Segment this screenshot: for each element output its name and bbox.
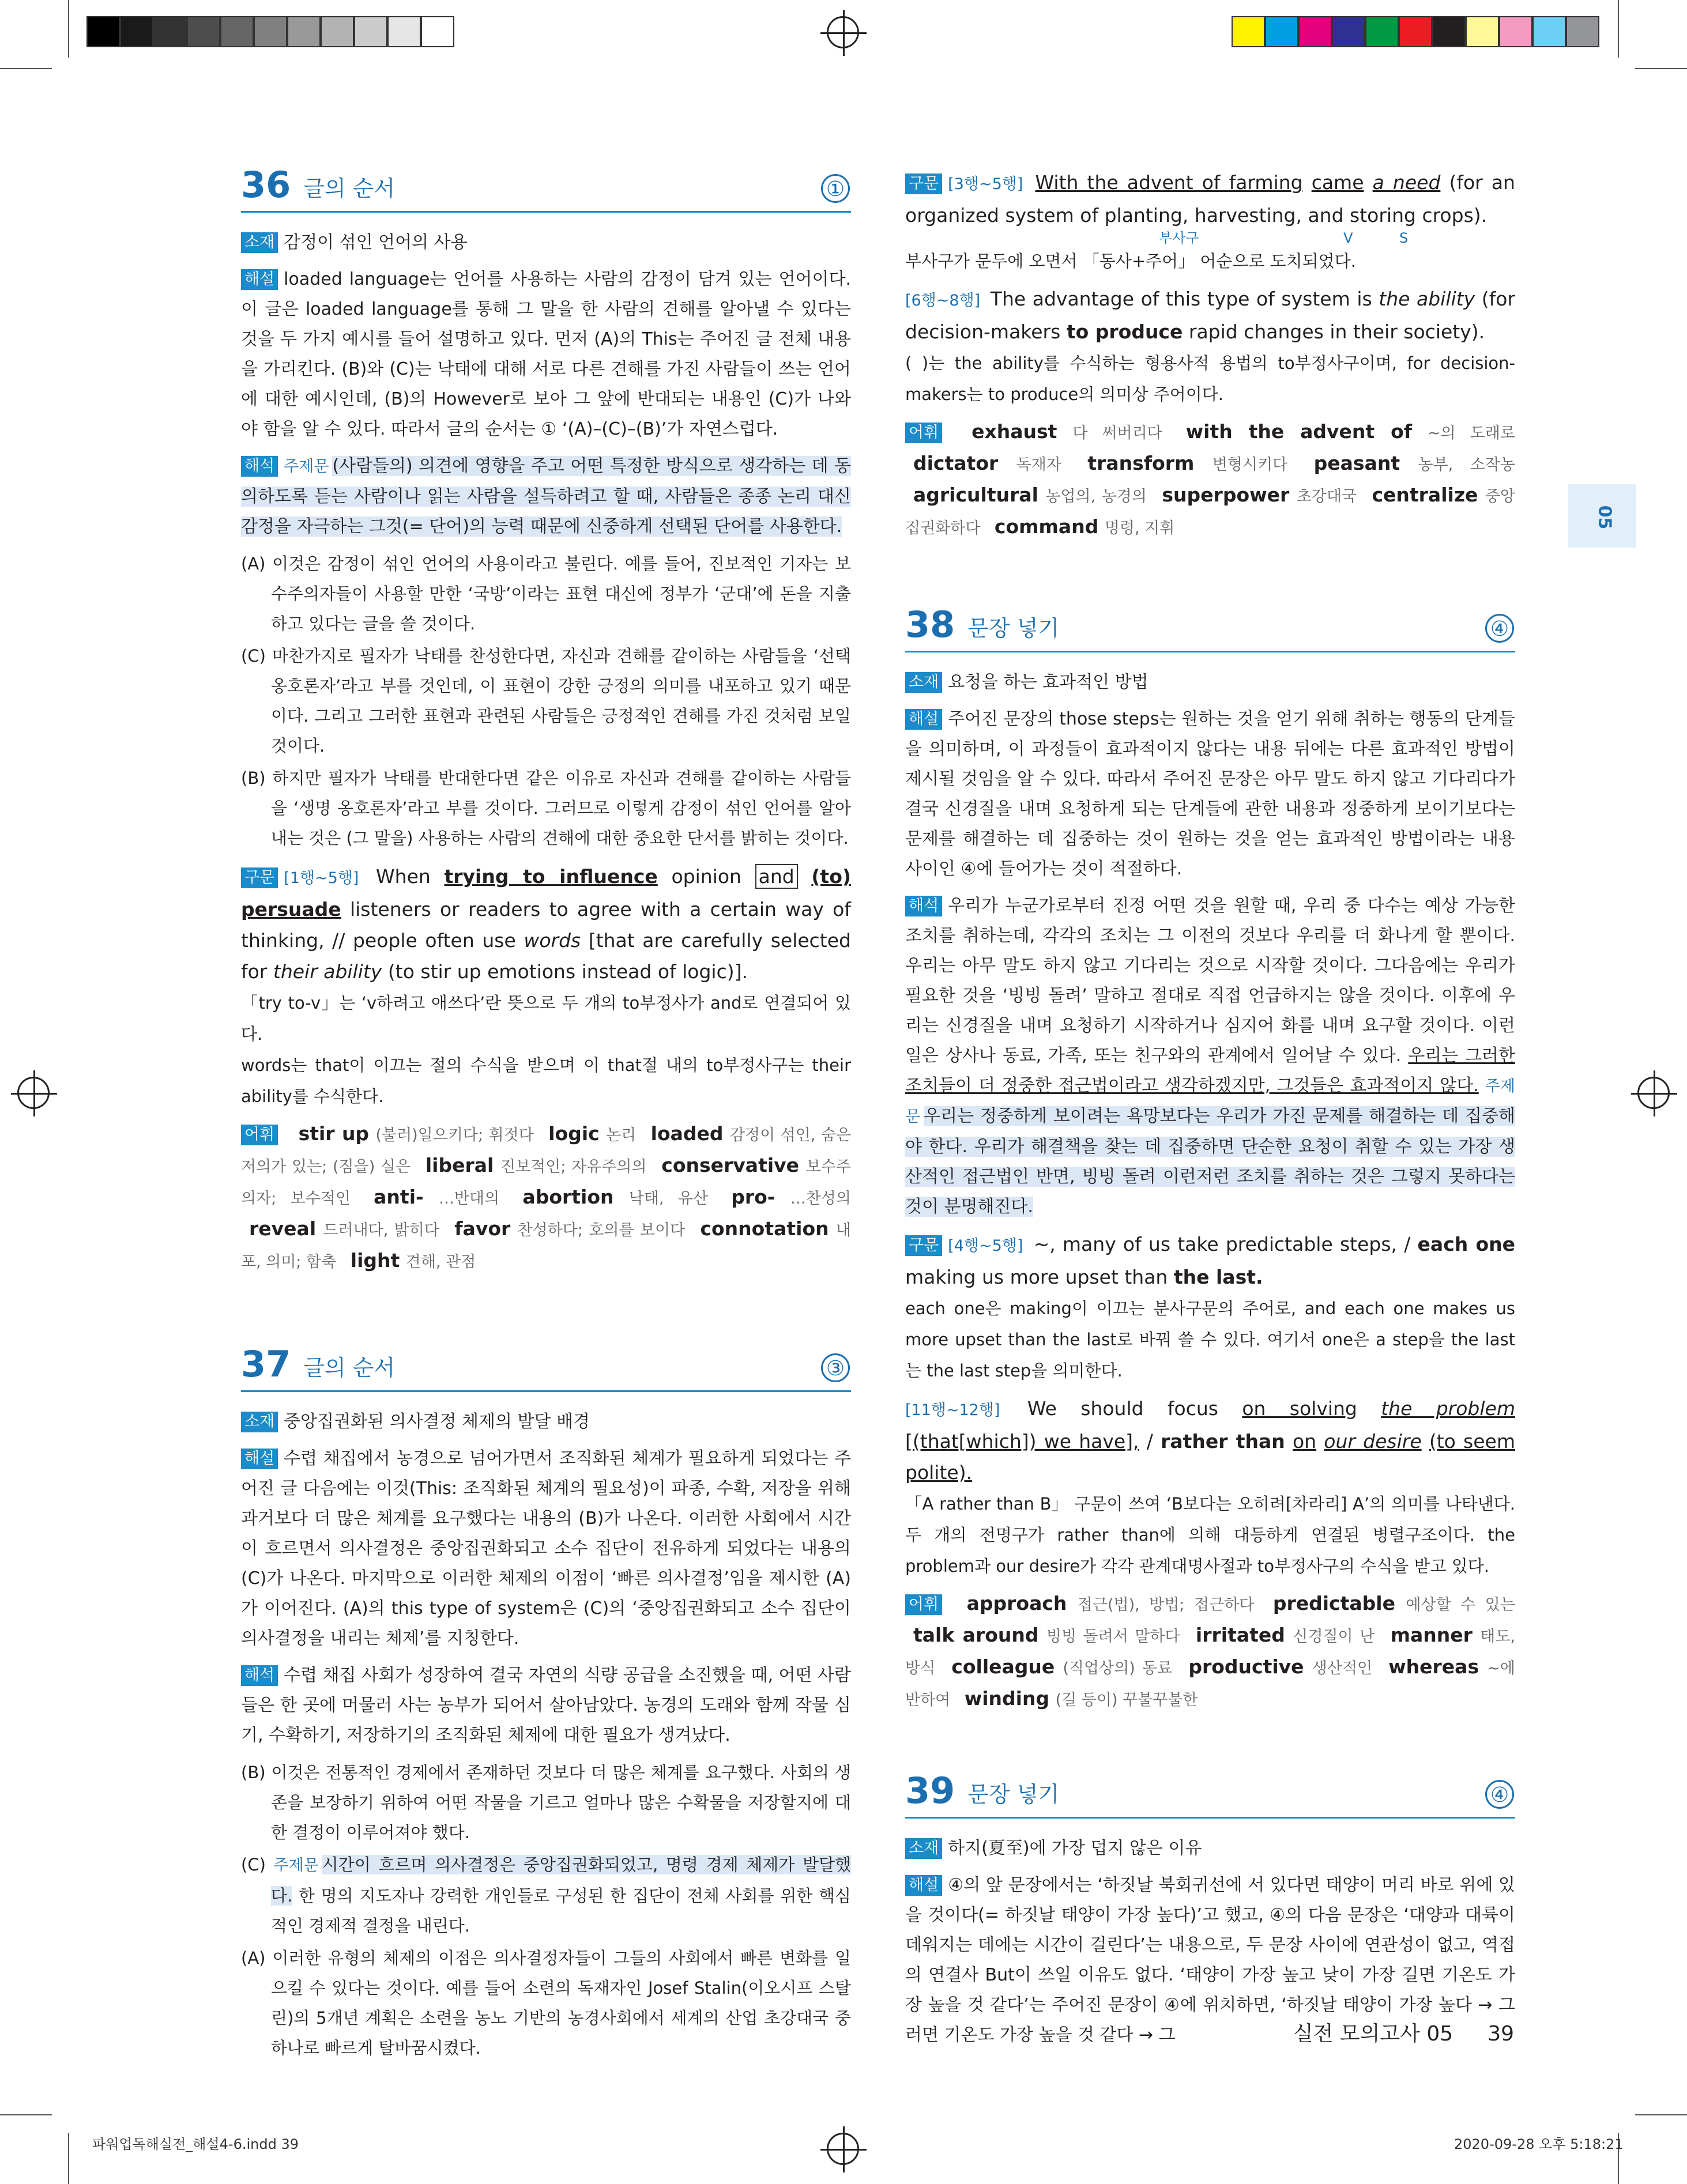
grammar-block xyxy=(905,1393,1515,1582)
grey-swatch xyxy=(321,16,354,47)
grammar-note: 부사구가 문두에 오면서 「동사+주어」 어순으로 도치되었다. xyxy=(905,251,1356,271)
translation-text: 수렵 채집 사회가 성장하여 결국 자연의 식량 공급을 소진했을 때, 어떤 사람들은 한 곳에 머물러 사는 농부가 되어서 살아남았다. 농경의 도래와 함께 작물 심기, 수확하기, 저장하기의 조직화된 체제에 대한 필요가 생겨났다. xyxy=(241,1665,852,1745)
question-number: 37 xyxy=(241,1343,291,1385)
vocab-meaning: (직업상의) 동료 xyxy=(1063,1659,1173,1677)
vocab-word: agricultural xyxy=(913,484,1038,506)
question-title: 문장 넣기 xyxy=(967,615,1060,641)
grammar-word: (for decision-makers xyxy=(905,288,1515,343)
explanation-block xyxy=(905,704,1515,884)
vocab-meaning: 다 써버리다 xyxy=(1072,424,1162,442)
grammar-word: The advantage of this type of system is xyxy=(990,288,1372,310)
vocab-word: transform xyxy=(1087,452,1195,474)
explanation-tag: 해설 xyxy=(905,1875,942,1896)
answer-badge: ④ xyxy=(1485,1780,1514,1809)
vocab-tag: 어휘 xyxy=(905,1594,942,1615)
vocab-meaning: 초강대국 xyxy=(1296,488,1357,506)
vocab-block xyxy=(905,417,1515,544)
explanation-block xyxy=(241,1444,851,1654)
grammar-note: words는 that이 이끄는 절의 수식을 받으며 이 that절 내의 to부정사구는 their ability를 수식한다. xyxy=(241,1055,851,1106)
color-swatch xyxy=(1332,16,1365,47)
grey-swatch xyxy=(153,16,187,47)
vocab-meaning: 빙빙 돌려서 말하다 xyxy=(1046,1628,1180,1646)
vocab-word: stir up xyxy=(298,1122,370,1145)
vocab-meaning: 신경질이 난 xyxy=(1293,1628,1375,1646)
question-number: 36 xyxy=(241,164,291,206)
grammar-word: came xyxy=(1311,171,1364,194)
crop-mark xyxy=(68,0,69,58)
vocab-meaning: 농부, 소작농 xyxy=(1418,456,1515,474)
vocab-meaning: 생산적인 xyxy=(1312,1659,1373,1677)
highlighted-text: 시간이 흐르며 의사결정은 중앙집권화되었고, 명령 경제 체제가 발달했다. xyxy=(271,1855,851,1906)
explanation-text: ④의 앞 문장에서는 ‘하짓날 북회귀선에 서 있다면 태양이 머리 바로 위에 있을 것이다(= 하짓날 태양이 가장 높다)’고 했고, ④의 다음 문장은 ‘대양과 대륙이 데워지는 데에는 시간이 걸린다’는 내용으로, 두 문장 사이에 연관성이 없고, 역접의 연결사 But이 쓰일 이유도 없다. ‘태양이 가장 높고 낮이 가장 길면 기온도 가장 높을 것 같다’는 주어진 문장이 ④에 위치하면, ‘하짓날 태양이 가장 높다 → 그러면 기온도 가장 높을 것 같다 → 그 xyxy=(905,1875,1515,2045)
grammar-block xyxy=(905,167,1515,277)
line-ref: [11행~12행] xyxy=(905,1401,1000,1419)
vocab-word: talk around xyxy=(913,1624,1039,1646)
grey-swatch xyxy=(220,16,254,47)
vocab-meaning: (길 등이) 꾸불꾸불한 xyxy=(1055,1691,1198,1709)
question-38-header xyxy=(905,603,1515,652)
explanation-block xyxy=(241,265,851,444)
grammar-word: their ability xyxy=(273,960,382,983)
vocab-meaning: 진보적인; 자유주의의 xyxy=(500,1158,647,1176)
grammar-word: When xyxy=(376,865,431,888)
grammar-block xyxy=(905,284,1515,410)
vocab-meaning: ~의 도래로 xyxy=(1428,424,1515,442)
color-swatch xyxy=(1365,16,1399,47)
crop-mark xyxy=(0,68,52,69)
vocab-word: centralize xyxy=(1372,484,1478,506)
vocab-word: with the advent of xyxy=(1185,420,1413,443)
vocab-word: winding xyxy=(964,1687,1050,1710)
grammar-word: (for an organized system of planting, harvesting, and storing crops). xyxy=(905,171,1515,227)
translation-text: (사람들의) 의견에 영향을 주고 어떤 특정한 방식으로 생각하는 데 동의하도록 듣는 사람이나 읽는 사람을 설득하려고 할 때, 사람들은 종종 논리 대신 감정을 자극하는 그것(= 단어)의 능력 때문에 신중하게 선택된 단어를 사용한다. xyxy=(241,456,851,537)
grammar-word: listeners or readers to agree with a certain way of thinking, // people often use xyxy=(241,898,851,952)
vocab-meaning: 예상할 수 있는 xyxy=(1406,1596,1515,1614)
grammar-note: 「A rather than B」 구문이 쓰여 ‘B보다는 오히려[차라리] A’의 의미를 나타낸다. 두 개의 전명구가 rather than에 의해 대등하게 연결된 병렬구조이다. the problem과 our desire가 각각 관계대명사절과 to부정사구의 수식을 받고 있다. xyxy=(905,1494,1515,1576)
translation-block xyxy=(905,891,1515,1222)
question-title: 글의 순서 xyxy=(303,175,396,201)
vocab-word: irritated xyxy=(1195,1624,1285,1646)
explanation-text: 주어진 문장의 those steps는 원하는 것을 얻기 위해 취하는 행동의 단계들을 의미하며, 이 과정들이 효과적이지 않다는 내용 뒤에는 다른 효과적인 방법이 제시될 것임을 알 수 있다. 따라서 주어진 문장은 아무 말도 하지 않고 기다리다가 결국 신경질을 내며 요청하게 되는 단계들에 관한 내용과 정중하게 보이기보다는 문제를 해결하는 데 집중하는 것이 원하는 것을 얻는 효과적인 방법이라는 내용 사이인 ④에 들어가는 것이 적절하다. xyxy=(905,709,1515,879)
vocab-meaning: 드러내다, 밝히다 xyxy=(323,1221,439,1239)
crop-mark xyxy=(1618,0,1619,58)
explanation-tag: 해설 xyxy=(905,709,942,730)
topic-text: 감정이 섞인 언어의 사용 xyxy=(284,232,468,252)
translation-item xyxy=(241,1850,851,1941)
grammar-block xyxy=(241,861,851,1112)
vocab-word: exhaust xyxy=(971,420,1057,443)
vocab-meaning: 보수주의자; 보수적인 xyxy=(241,1158,851,1208)
crop-mark xyxy=(0,2114,52,2115)
vocab-meaning: 태도, 방식 xyxy=(905,1628,1516,1677)
translation-item: (C) 마찬가지로 필자가 낙태를 찬성한다면, 자신과 견해를 같이하는 사람들을 ‘선택 옹호론자’라고 부를 것인데, 이 표현이 강한 긍정의 의미를 내포하고 있기 때문이다. 그리고 그러한 표현과 관련된 사람들은 긍정적인 견해를 가진 것처럼 보일 것이다. xyxy=(241,646,851,756)
grammar-word: on solving xyxy=(1242,1397,1357,1420)
grammar-tag: 구문 xyxy=(241,867,278,888)
vocab-meaning: 찬성하다; 호의를 보이다 xyxy=(517,1221,686,1239)
vocab-word: logic xyxy=(548,1122,600,1145)
line-ref: [4행~5행] xyxy=(948,1237,1023,1255)
vocab-word: superpower xyxy=(1162,484,1290,506)
color-swatch xyxy=(1232,16,1265,47)
topic-text: 중앙집권화된 의사결정 체제의 발달 배경 xyxy=(284,1412,590,1432)
grammar-note: ( )는 the ability를 수식하는 형용사적 용법의 to부정사구이며, for decision-makers는 to produce의 의미상 주어이다. xyxy=(905,353,1515,404)
registration-mark-icon xyxy=(827,2133,859,2165)
registration-mark-icon xyxy=(17,1077,50,1109)
color-swatch xyxy=(1265,16,1298,47)
topic-block xyxy=(905,667,1515,697)
grammar-word: rapid changes in their society). xyxy=(1188,320,1485,343)
topic-text: 하지(夏至)에 가장 덥지 않은 이유 xyxy=(948,1838,1202,1858)
vocab-word: whereas xyxy=(1388,1655,1479,1678)
vocab-meaning: 농업의, 농경의 xyxy=(1045,488,1147,506)
grammar-note: each one은 making이 이끄는 분사구문의 주어로, and each one makes us more upset than the last로 바꿔 쓸 수 있다. 여기서 one은 a step을 the last는 the last step을 의미한다. xyxy=(905,1299,1515,1380)
color-swatch xyxy=(1432,16,1466,47)
grammar-word: the problem xyxy=(1381,1397,1515,1420)
vocab-word: loaded xyxy=(650,1122,724,1145)
vocab-word: abortion xyxy=(522,1186,614,1208)
grammar-word: (to stir up emotions instead of logic)]. xyxy=(387,960,748,983)
grammar-word: (to seem polite). xyxy=(905,1430,1516,1484)
grey-swatch xyxy=(354,16,387,47)
translation-block xyxy=(241,451,851,542)
question-36-header xyxy=(241,164,851,213)
grey-calibration-bar xyxy=(86,16,454,47)
vocab-meaning: 내포, 의미; 함축 xyxy=(241,1221,851,1271)
vocab-meaning: …반대의 xyxy=(438,1190,500,1208)
gloss-label: V xyxy=(1343,230,1353,246)
topic-tag: 소재 xyxy=(241,1412,278,1432)
color-swatch xyxy=(1532,16,1566,47)
grammar-word: / xyxy=(1146,1430,1153,1453)
vocab-tag: 어휘 xyxy=(905,423,942,443)
left-column xyxy=(241,164,852,2065)
vocab-block xyxy=(241,1119,851,1277)
color-swatch xyxy=(1466,16,1499,47)
explanation-tag: 해설 xyxy=(241,1449,278,1469)
line-ref: [1행~5행] xyxy=(284,869,359,887)
grammar-word: rather than xyxy=(1161,1430,1285,1453)
translation-block xyxy=(241,1661,851,1751)
vocab-meaning: (불러)일으키다; 휘젓다 xyxy=(375,1126,534,1144)
gloss-label: 부사구 xyxy=(1159,230,1199,246)
crop-mark xyxy=(1635,2114,1687,2115)
grammar-word: making us more upset than xyxy=(905,1266,1168,1288)
vocab-word: approach xyxy=(966,1592,1067,1615)
grammar-word: the ability xyxy=(1379,288,1475,310)
vocab-word: favor xyxy=(454,1217,511,1240)
grammar-word: our desire xyxy=(1324,1430,1422,1453)
page-footer xyxy=(1293,2017,1514,2047)
vocab-word: liberal xyxy=(425,1154,494,1176)
grammar-word: trying to influence xyxy=(444,865,658,888)
vocab-meaning: 논리 xyxy=(606,1126,637,1144)
registration-mark-icon xyxy=(827,16,859,48)
translation-item: (A) 이것은 감정이 섞인 언어의 사용이라고 불린다. 예를 들어, 진보적인 기자는 보수주의자들이 사용할 만한 ‘국방’이라는 표현 대신에 정부가 ‘군대’에 돈을 지출하고 있다는 글을 쓸 것이다. xyxy=(241,554,851,633)
vocab-meaning: 접근(법), 방법; 접근하다 xyxy=(1077,1596,1255,1614)
vocab-meaning: ~에 반하여 xyxy=(905,1659,1515,1709)
grammar-tag: 구문 xyxy=(905,173,942,194)
vocab-word: pro- xyxy=(731,1186,775,1208)
color-swatch xyxy=(1499,16,1532,47)
vocab-meaning: …찬성의 xyxy=(790,1190,851,1208)
topic-sentence-label: 주제문 xyxy=(284,458,329,476)
color-calibration-bar xyxy=(1232,16,1599,47)
topic-tag: 소재 xyxy=(905,672,942,693)
grammar-word: each one xyxy=(1417,1233,1515,1255)
topic-text: 요청을 하는 효과적인 방법 xyxy=(948,672,1148,692)
explanation-text: loaded language는 언어를 사용하는 사람의 감정이 담겨 있는 언어이다. 이 글은 loaded language를 통해 그 말을 한 사람의 견해를 알아낼 수 있다는 것을 두 가지 예시를 들어 설명하고 있다. 먼저 (A)의 This는 주어진 글 전체 내용을 가리킨다. (B)와 (C)는 낙태에 대해 서로 다른 견해를 가진 사람들이 쓰는 언어에 대한 예시인데, (B)의 However로 보아 그 앞에 반대되는 내용인 (C)가 나와야 함을 알 수 있다. 따라서 글의 순서는 ① ‘(A)–(C)–(B)’가 자연스럽다. xyxy=(241,269,851,439)
grey-swatch xyxy=(86,16,120,47)
translation-item: (A) 이러한 유형의 체제의 이점은 의사결정자들이 그들의 사회에서 빠른 변화를 일으킬 수 있다는 것이다. 예를 들어 소련의 독재자인 Josef Stalin(이오시프 스탈린)의 5개년 계획은 소련을 농노 기반의 농경사회에서 세계의 산업 초강대국 중 하나로 빠르게 탈바꿈시켰다. xyxy=(241,1948,851,2058)
topic-block xyxy=(241,1407,851,1437)
grammar-note: 「try to-v」는 ‘v하려고 애쓰다’란 뜻으로 두 개의 to부정사가 and로 연결되어 있다. xyxy=(241,993,851,1044)
crop-mark xyxy=(68,2133,69,2184)
gloss-label: S xyxy=(1399,230,1409,246)
vocab-meaning: 명령, 지휘 xyxy=(1104,519,1175,537)
vocab-word: productive xyxy=(1188,1655,1304,1678)
question-number: 39 xyxy=(905,1770,955,1812)
grammar-word: and xyxy=(755,864,798,889)
translation-text: 우리가 누군가로부터 진정 어떤 것을 원할 때, 우리 중 다수는 예상 가능한 조치를 취하는데, 각각의 조치는 그 이전의 것보다 우리를 더 화나게 할 뿐이다. 우리는 아무 말도 하지 않고 기다리는 것으로 시작할 것이다. 그다음에는 우리가 필요한 것을 ‘빙빙 돌려’ 말하고 절대로 직접 언급하지는 않을 것이다. 이후에 우리는 신경질을 내며 요청하기 시작하거나 심지어 화를 내며 요구할 것이다. 이런 일은 상사나 동료, 가족, 또는 친구와의 관계에서 일어날 수 있다. xyxy=(905,896,1515,1066)
explanation-text: 수렵 채집에서 농경으로 넘어가면서 조직화된 체계가 필요하게 되었다는 주어진 글 다음에는 이것(This: 조직화된 체계의 필요성)이 파종, 수확, 저장을 위해 과거보다 더 많은 체계를 요구했다는 내용의 (B)가 나온다. 이러한 사회에서 시간이 흐르면서 의사결정은 중앙집권화되고 소수 집단이 전유하게 되었다는 내용의 (C)가 나온다. 마지막으로 이러한 체제의 이점이 ‘빠른 의사결정’임을 제시한 (A)가 이어진다. (A)의 this type of system은 (C)의 ‘중앙집권화되고 소수 집단이 의사결정을 내리는 체제’를 지칭한다. xyxy=(241,1449,851,1649)
grammar-word: ~, many of us take predictable steps, / xyxy=(1033,1233,1411,1255)
answer-badge: ④ xyxy=(1485,614,1514,643)
translation-item: (B) 이것은 전통적인 경제에서 존재하던 것보다 더 많은 체계를 요구했다. 사회의 생존을 보장하기 위하여 어떤 작물을 기르고 얼마나 많은 수확물을 저장할지에 대한 결정이 이루어져야 했다. xyxy=(241,1763,851,1842)
vocab-meaning: 견해, 관점 xyxy=(405,1253,476,1271)
registration-mark-icon xyxy=(1637,1077,1670,1109)
vocab-meaning: 낙태, 유산 xyxy=(628,1190,708,1208)
vocab-word: light xyxy=(350,1249,400,1272)
file-slug: 파워업독해실전_해설4-6.indd 39 xyxy=(92,2136,299,2152)
question-39-header xyxy=(905,1770,1515,1819)
vocab-word: conservative xyxy=(661,1154,800,1176)
vocab-meaning: 중앙집권화하다 xyxy=(905,488,1515,537)
vocab-word: anti- xyxy=(374,1186,424,1208)
vocab-word: colleague xyxy=(951,1655,1055,1678)
grey-swatch xyxy=(287,16,321,47)
grammar-word: (to) persuade xyxy=(241,865,851,921)
color-swatch xyxy=(1399,16,1432,47)
item-text: 한 명의 지도자나 강력한 개인들로 구성된 한 집단이 전체 사회를 위한 핵심적인 경제적 결정을 내린다. xyxy=(271,1886,852,1936)
answer-badge: ③ xyxy=(821,1353,850,1382)
line-ref: [3행~5행] xyxy=(948,175,1023,193)
translation-item: (B) 하지만 필자가 낙태를 반대한다면 같은 이유로 자신과 견해를 같이하는 사람들을 ‘생명 옹호론자’라고 부를 것이다. 그러므로 이렇게 감정이 섞인 언어를 알아내는 것은 (그 말을) 사용하는 사람의 견해에 대한 중요한 단서를 밝히는 것이다. xyxy=(241,768,851,848)
grammar-word: on xyxy=(1292,1430,1317,1453)
item-label: (C) xyxy=(241,1855,266,1874)
question-37-header xyxy=(241,1343,851,1392)
section-tab: 05 xyxy=(1568,484,1636,548)
grammar-block xyxy=(905,1229,1515,1386)
vocab-word: dictator xyxy=(913,452,999,474)
grey-swatch xyxy=(120,16,153,47)
grammar-word: a need xyxy=(1372,171,1441,194)
translation-tag: 해석 xyxy=(905,896,942,916)
grammar-word: the last. xyxy=(1173,1266,1263,1288)
grammar-tag: 구문 xyxy=(905,1235,942,1256)
vocab-word: connotation xyxy=(700,1217,829,1240)
vocab-word: predictable xyxy=(1272,1592,1395,1615)
translation-text: 우리는 그러한 조치들이 더 정중한 접근법이라고 생각하겠지만, 그것들은 효과적이지 않다. xyxy=(905,1046,1516,1096)
line-ref: [6행~8행] xyxy=(905,292,981,310)
color-swatch xyxy=(1298,16,1332,47)
vocab-word: manner xyxy=(1390,1624,1473,1646)
right-column xyxy=(905,167,1515,2057)
page-number: 39 xyxy=(1488,2022,1514,2046)
vocab-word: peasant xyxy=(1313,452,1400,474)
grey-swatch xyxy=(421,16,454,47)
highlighted-text: 우리는 정중하게 보이려는 욕망보다는 우리가 가진 문제를 해결하는 데 집중해야 한다. 우리가 해결책을 찾는 데 집중하면 단순한 요청이 취할 수 있는 가장 생산적인 접근법인 반면, 빙빙 돌려 이런저런 조치를 취하는 것은 그렇지 못하다는 것이 분명해진다. xyxy=(905,1106,1515,1217)
topic-sentence-label: 주제문 xyxy=(905,1077,1515,1126)
explanation-tag: 해설 xyxy=(241,269,278,290)
question-number: 38 xyxy=(905,603,955,646)
vocab-word: reveal xyxy=(249,1217,317,1240)
grammar-word: to produce xyxy=(1066,320,1183,343)
footer-title: 실전 모의고사 05 xyxy=(1293,2022,1453,2046)
topic-block xyxy=(905,1834,1515,1864)
vocab-block xyxy=(905,1589,1515,1715)
answer-badge: ① xyxy=(821,174,850,203)
date-slug: 2020-09-28 오후 5:18:21 xyxy=(1454,2136,1624,2152)
translation-tag: 해석 xyxy=(241,1665,278,1686)
grey-swatch xyxy=(187,16,220,47)
vocab-meaning: 변형시키다 xyxy=(1212,456,1288,474)
topic-tag: 소재 xyxy=(241,232,278,253)
vocab-meaning: 감정이 섞인, 숨은 저의가 있는; (짐을) 실은 xyxy=(241,1126,852,1176)
vocab-meaning: 독재자 xyxy=(1016,456,1061,474)
grey-swatch xyxy=(387,16,421,47)
topic-tag: 소재 xyxy=(905,1838,942,1859)
topic-sentence-label: 주제문 xyxy=(273,1857,319,1874)
grammar-word: With the advent of farming xyxy=(1035,171,1303,194)
grey-swatch xyxy=(254,16,287,47)
translation-tag: 해석 xyxy=(241,456,278,477)
question-title: 문장 넣기 xyxy=(967,1781,1060,1807)
question-title: 글의 순서 xyxy=(303,1355,396,1380)
vocab-tag: 어휘 xyxy=(241,1125,278,1145)
vocab-word: command xyxy=(994,515,1099,538)
grammar-word: opinion xyxy=(671,865,741,888)
topic-block xyxy=(241,228,851,258)
crop-mark xyxy=(1635,68,1687,69)
grammar-word: [(that[which]) we have], xyxy=(905,1430,1139,1453)
grammar-word: [that are carefully selected for xyxy=(241,929,851,983)
grammar-word: We should focus xyxy=(1027,1397,1218,1420)
color-swatch xyxy=(1566,16,1599,47)
grammar-word: words xyxy=(524,929,581,952)
